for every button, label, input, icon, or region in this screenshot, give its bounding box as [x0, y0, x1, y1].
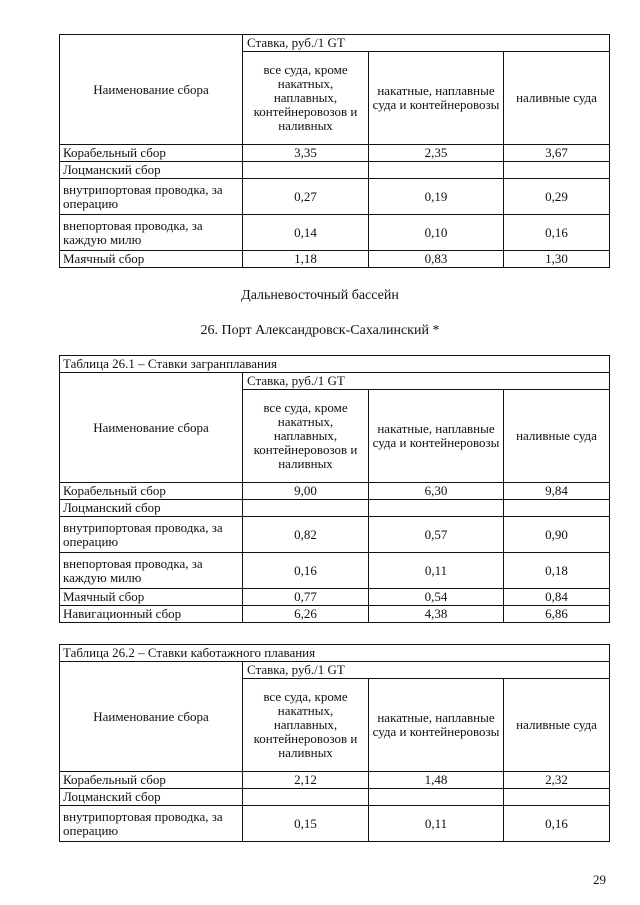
fee-value: 3,35	[243, 145, 369, 162]
fee-value: 0,57	[369, 517, 504, 553]
fee-value: 6,30	[369, 483, 504, 500]
page-number: 29	[593, 872, 606, 887]
fee-name: внутрипортовая проводка, за операцию	[60, 179, 243, 215]
fee-value: 4,38	[369, 606, 504, 623]
fee-value: 0,11	[369, 553, 504, 589]
table-row	[60, 517, 610, 553]
basin-title: Дальневосточный бассейн	[241, 288, 399, 303]
rates-table-26-1	[59, 355, 610, 623]
header-name-column: Наименование сбора	[60, 35, 243, 145]
table-caption: Таблица 26.1 – Ставки загранплавания	[60, 356, 610, 373]
table-row	[60, 251, 610, 268]
table-row	[60, 179, 610, 215]
rates-table-26-2	[59, 644, 610, 842]
fee-name: внепортовая проводка, за каждую милю	[60, 215, 243, 251]
fee-value: 0,18	[504, 553, 610, 589]
fee-name: Корабельный сбор	[60, 145, 243, 162]
table-row	[60, 806, 610, 842]
table-row	[60, 772, 610, 789]
fee-value	[369, 500, 504, 517]
fee-value: 0,77	[243, 589, 369, 606]
fee-value: 0,16	[243, 553, 369, 589]
header-col-roro: накатные, наплавные суда и контейнеровозы	[369, 679, 504, 772]
fee-value	[504, 789, 610, 806]
fee-value: 9,00	[243, 483, 369, 500]
fee-value: 2,32	[504, 772, 610, 789]
table-row	[60, 606, 610, 623]
fee-value: 0,90	[504, 517, 610, 553]
table-caption: Таблица 26.2 – Ставки каботажного плавания	[60, 645, 610, 662]
fee-value: 0,16	[504, 215, 610, 251]
fee-name: Корабельный сбор	[60, 483, 243, 500]
fee-value: 9,84	[504, 483, 610, 500]
fee-name: Лоцманский сбор	[60, 500, 243, 517]
header-rate-unit: Ставка, руб./1 GT	[243, 662, 610, 679]
fee-value	[369, 789, 504, 806]
table-row	[60, 483, 610, 500]
header-col-all-vessels: все суда, кроме накатных, наплавных, контейнеровозов и наливных	[243, 679, 369, 772]
fee-value: 1,18	[243, 251, 369, 268]
fee-value: 0,19	[369, 179, 504, 215]
header-name-column: Наименование сбора	[60, 373, 243, 483]
fee-value	[243, 789, 369, 806]
header-rate-unit: Ставка, руб./1 GT	[243, 373, 610, 390]
fee-value: 0,15	[243, 806, 369, 842]
fee-value: 0,83	[369, 251, 504, 268]
fee-name: Маячный сбор	[60, 589, 243, 606]
fee-name: Маячный сбор	[60, 251, 243, 268]
header-col-all-vessels: все суда, кроме накатных, наплавных, контейнеровозов и наливных	[243, 390, 369, 483]
header-rate-unit: Ставка, руб./1 GT	[243, 35, 610, 52]
fee-value: 0,27	[243, 179, 369, 215]
table-row	[60, 145, 610, 162]
port-title: 26. Порт Александровск-Сахалинский *	[200, 323, 440, 338]
fee-name: Навигационный сбор	[60, 606, 243, 623]
table-row	[60, 589, 610, 606]
fee-value: 6,26	[243, 606, 369, 623]
fee-name: Лоцманский сбор	[60, 162, 243, 179]
fee-value: 0,11	[369, 806, 504, 842]
fee-value: 0,84	[504, 589, 610, 606]
header-col-tankers: наливные суда	[504, 390, 610, 483]
fee-name: Корабельный сбор	[60, 772, 243, 789]
header-col-tankers: наливные суда	[504, 679, 610, 772]
header-col-all-vessels: все суда, кроме накатных, наплавных, контейнеровозов и наливных	[243, 52, 369, 145]
fee-name: внутрипортовая проводка, за операцию	[60, 517, 243, 553]
table-row	[60, 500, 610, 517]
fee-value: 0,29	[504, 179, 610, 215]
header-name-column: Наименование сбора	[60, 662, 243, 772]
fee-name: Лоцманский сбор	[60, 789, 243, 806]
header-col-roro: накатные, наплавные суда и контейнеровозы	[369, 52, 504, 145]
fee-value: 0,54	[369, 589, 504, 606]
fee-value	[243, 500, 369, 517]
fee-value: 0,82	[243, 517, 369, 553]
fee-name: внутрипортовая проводка, за операцию	[60, 806, 243, 842]
fee-name: внепортовая проводка, за каждую милю	[60, 553, 243, 589]
fee-value	[243, 162, 369, 179]
fee-value: 6,86	[504, 606, 610, 623]
fee-value	[504, 162, 610, 179]
fee-value	[504, 500, 610, 517]
fee-value: 2,12	[243, 772, 369, 789]
fee-value: 3,67	[504, 145, 610, 162]
table-row	[60, 162, 610, 179]
table-row	[60, 553, 610, 589]
header-col-tankers: наливные суда	[504, 52, 610, 145]
fee-value	[369, 162, 504, 179]
rates-table-top	[59, 34, 610, 268]
fee-value: 0,16	[504, 806, 610, 842]
fee-value: 1,48	[369, 772, 504, 789]
fee-value: 0,10	[369, 215, 504, 251]
fee-value: 1,30	[504, 251, 610, 268]
header-col-roro: накатные, наплавные суда и контейнеровозы	[369, 390, 504, 483]
table-row	[60, 215, 610, 251]
fee-value: 0,14	[243, 215, 369, 251]
fee-value: 2,35	[369, 145, 504, 162]
table-row	[60, 789, 610, 806]
